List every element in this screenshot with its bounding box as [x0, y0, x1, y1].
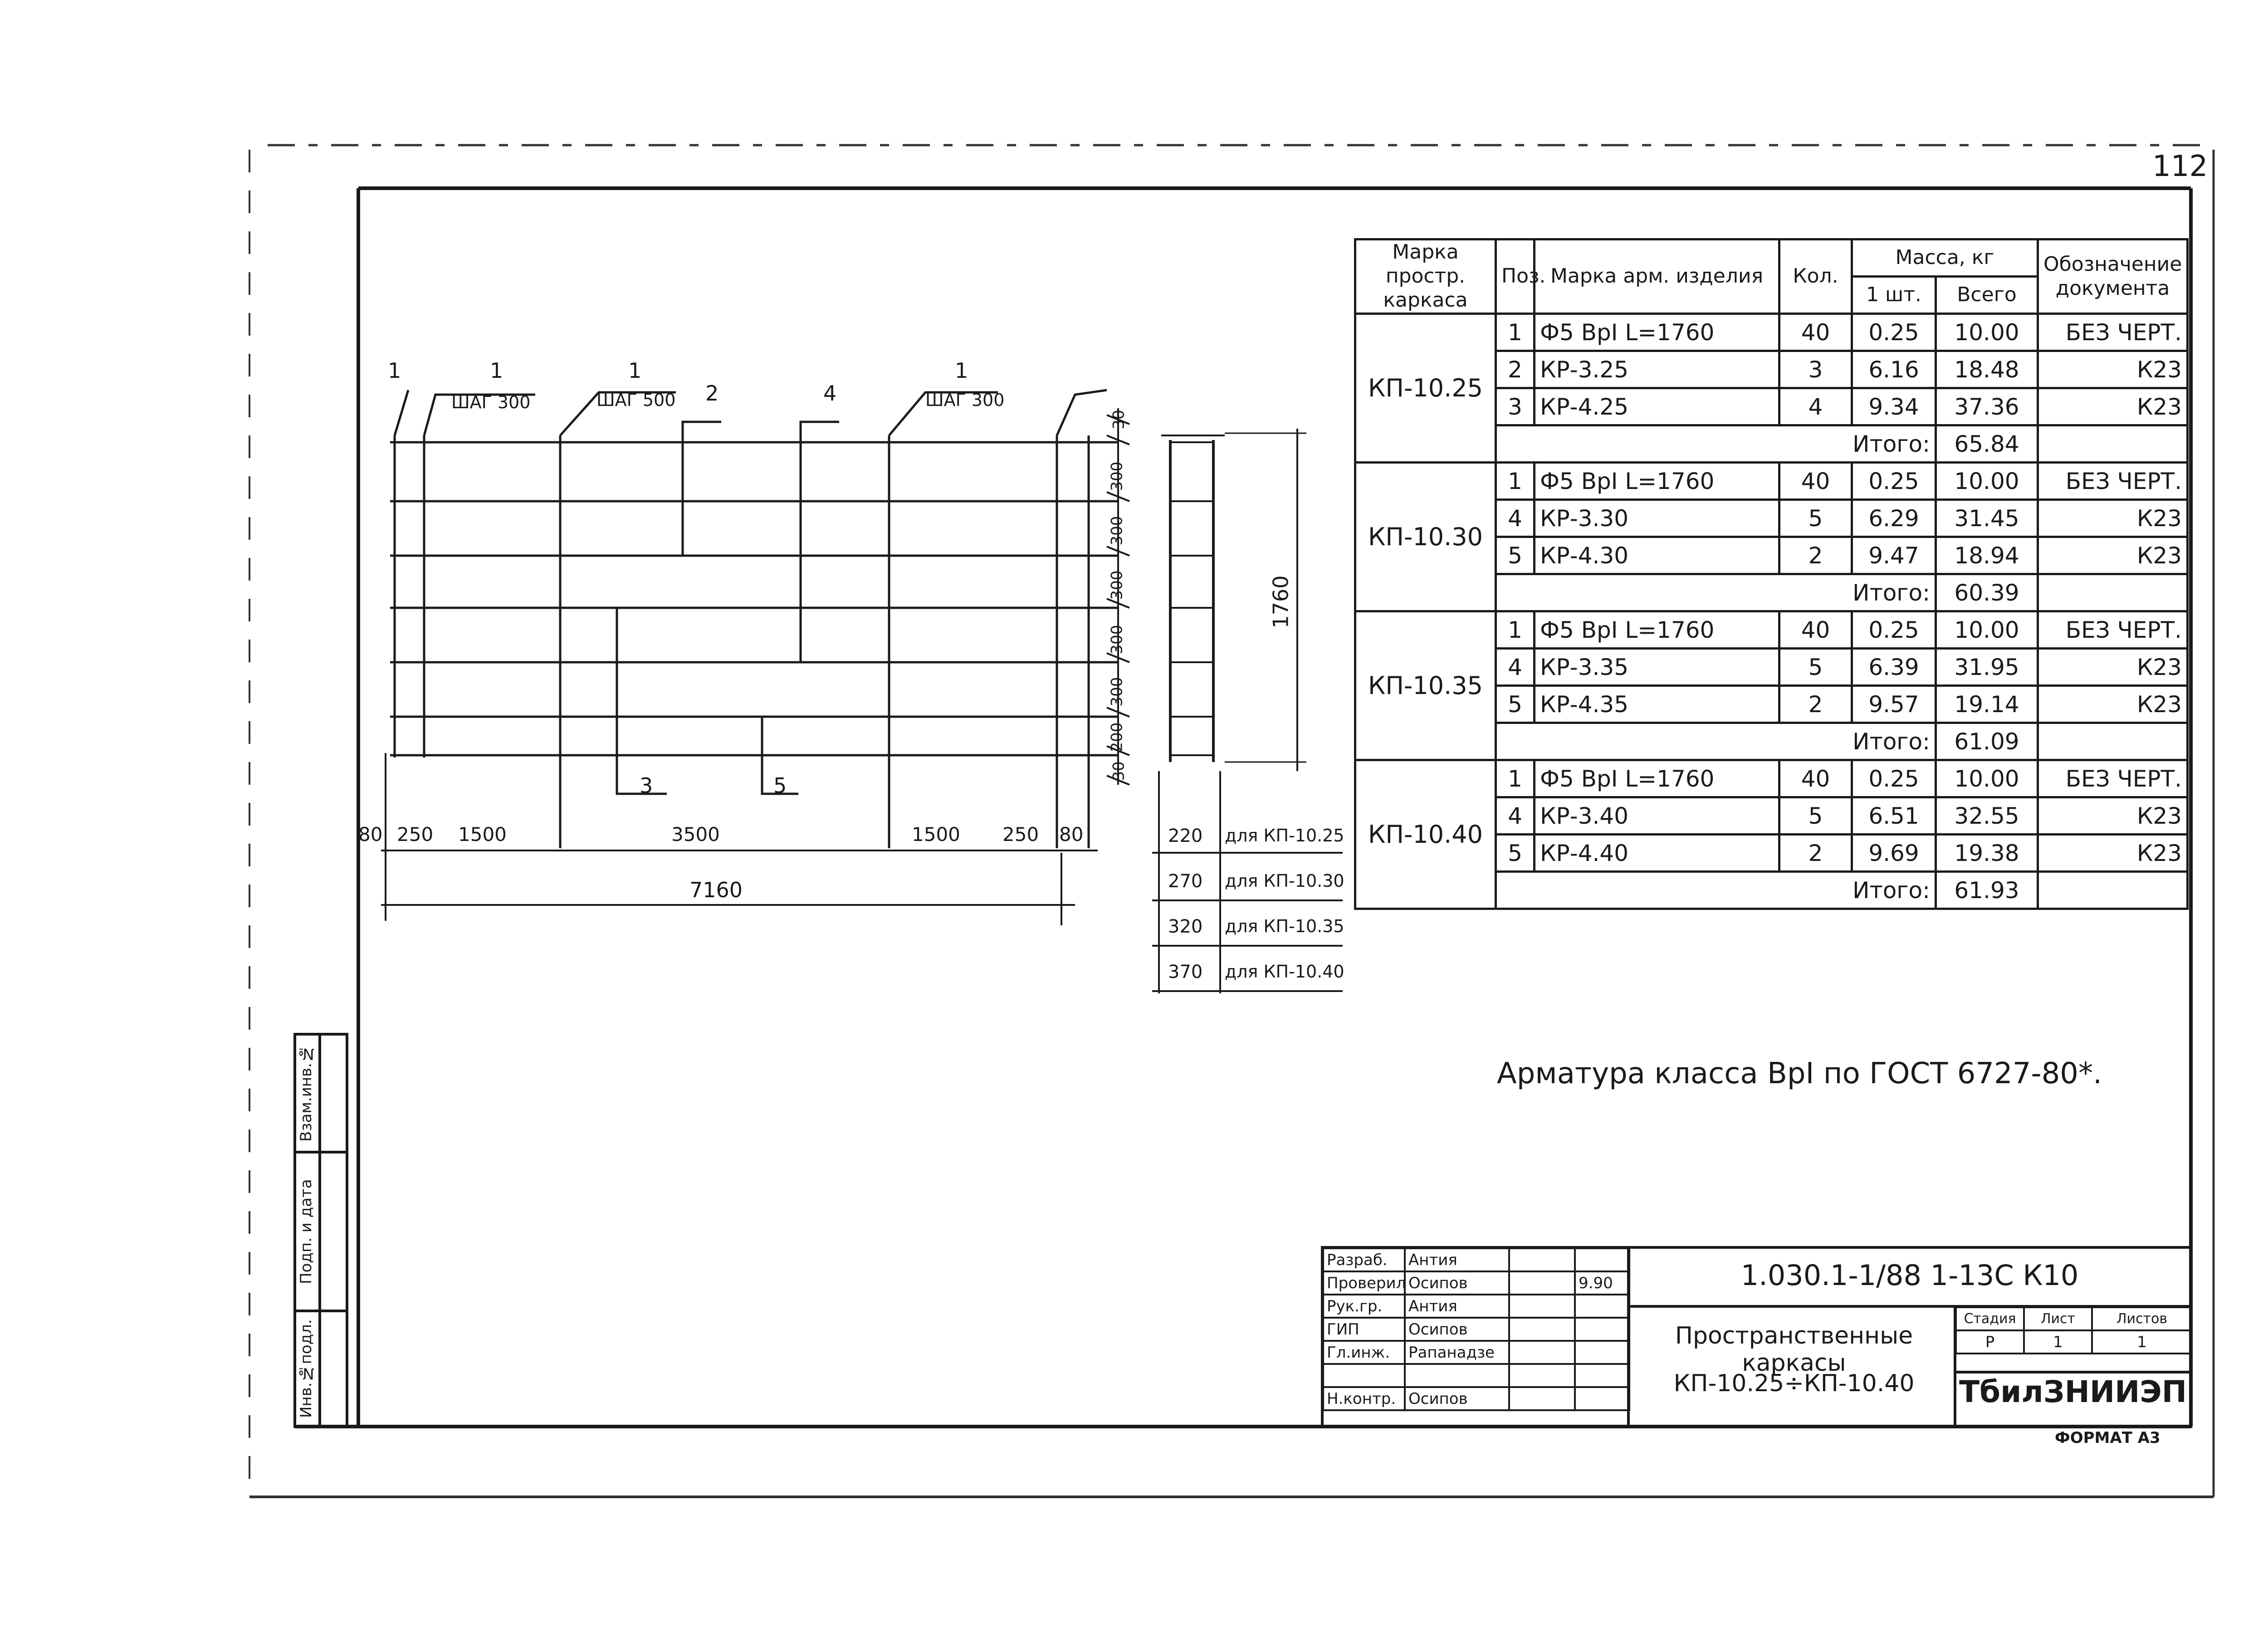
cell-doc: БЕЗ ЧЕРТ. [2038, 760, 2188, 797]
sig-date [1575, 1248, 1629, 1271]
sig-date [1575, 1318, 1629, 1341]
sig-name: Осипов [1405, 1318, 1509, 1341]
cell-doc: К23 [2038, 500, 2188, 537]
side-stamp-inv-no: Инв.№подл. [297, 1319, 315, 1418]
reinforcement-note: Арматура класса ВрI по ГОСТ 6727-80*. [1497, 1057, 2102, 1090]
dim-bottom-250-left: 250 [397, 823, 434, 845]
total-empty [2038, 872, 2188, 909]
cell-doc: К23 [2038, 351, 2188, 388]
total-empty [2038, 574, 2188, 611]
header-frame-mark: Марка простр. каркаса [1355, 239, 1496, 314]
cell-total: 31.95 [1936, 649, 2038, 686]
sig-date [1575, 1295, 1629, 1318]
sig-name: Осипов [1405, 1271, 1509, 1295]
signature-row [1323, 1271, 1629, 1295]
cell-unit: 9.47 [1852, 537, 1936, 574]
signature-row [1323, 1387, 1629, 1410]
dim-bottom-1500-left: 1500 [458, 823, 507, 845]
callout-5: 5 [773, 773, 787, 798]
step-label-1: ШАГ 300 [451, 392, 531, 412]
title-block-signatures [1322, 1247, 1630, 1411]
sheet-value: 1 [2024, 1330, 2092, 1354]
total-value: 65.84 [1936, 425, 2038, 463]
header-mark: Марка арм. изделия [1535, 239, 1779, 314]
cell-qty: 40 [1779, 314, 1852, 351]
total-empty [2038, 425, 2188, 463]
callout-1c: 1 [628, 358, 642, 383]
sig-role: Н.контр. [1323, 1387, 1405, 1410]
cell-pos: 4 [1496, 797, 1535, 835]
total-label: Итого: [1496, 872, 1936, 909]
specification-table [1354, 238, 2189, 910]
total-value: 61.09 [1936, 723, 2038, 760]
header-qty: Кол. [1779, 239, 1852, 314]
cell-qty: 40 [1779, 463, 1852, 500]
cell-total: 10.00 [1936, 314, 2038, 351]
total-label: Итого: [1496, 425, 1936, 463]
cell-unit: 0.25 [1852, 463, 1936, 500]
total-value: 60.39 [1936, 574, 2038, 611]
cell-qty: 5 [1779, 500, 1852, 537]
dim-right-200: 200 [1108, 722, 1126, 752]
cell-pos: 3 [1496, 388, 1535, 425]
step-label-3: ШАГ 300 [925, 390, 1005, 410]
cell-pos: 1 [1496, 463, 1535, 500]
cell-total: 10.00 [1936, 760, 2038, 797]
cell-pos: 5 [1496, 835, 1535, 872]
sig-sign [1509, 1387, 1575, 1410]
cell-pos: 1 [1496, 760, 1535, 797]
header-mass-total: Всего [1936, 277, 2038, 314]
cell-pos: 1 [1496, 611, 1535, 649]
header-mass: Масса, кг [1852, 239, 2038, 277]
sig-sign [1509, 1271, 1575, 1295]
dim-right-300-5: 300 [1108, 677, 1126, 707]
title-line-1: Пространственные каркасы [1675, 1322, 1913, 1377]
signature-row [1323, 1341, 1629, 1364]
dim-bottom-250-right: 250 [1002, 823, 1039, 845]
sheet-format: ФОРМАТ А3 [2055, 1429, 2160, 1447]
step-label-2: ШАГ 500 [596, 390, 676, 410]
cell-qty: 40 [1779, 611, 1852, 649]
total-label: Итого: [1496, 723, 1936, 760]
sig-sign [1509, 1248, 1575, 1271]
stage-sheet-table [1955, 1306, 2193, 1354]
cell-mark: КР-3.30 [1535, 500, 1779, 537]
sig-role: Рук.гр. [1323, 1295, 1405, 1318]
cell-unit: 9.57 [1852, 686, 1936, 723]
cell-pos: 1 [1496, 314, 1535, 351]
header-pos: Поз. [1496, 239, 1535, 314]
sig-sign [1509, 1295, 1575, 1318]
cell-doc: К23 [2038, 537, 2188, 574]
cell-qty: 2 [1779, 686, 1852, 723]
side-stamp-sign-date: Подп. и дата [297, 1179, 315, 1284]
cell-pos: 5 [1496, 686, 1535, 723]
cell-qty: 5 [1779, 797, 1852, 835]
callout-2: 2 [705, 381, 719, 406]
cell-mark: КР-4.30 [1535, 537, 1779, 574]
sig-sign [1509, 1364, 1575, 1387]
sig-date [1575, 1387, 1629, 1410]
title-line-2: КП-10.25÷КП-10.40 [1673, 1370, 1915, 1397]
callout-1d: 1 [955, 358, 968, 383]
signature-row [1323, 1248, 1629, 1271]
callout-4: 4 [823, 381, 837, 406]
cell-total: 31.45 [1936, 500, 2038, 537]
cell-mark: КР-3.25 [1535, 351, 1779, 388]
frame-mark: КП-10.30 [1355, 463, 1496, 611]
cell-mark: Ф5 ВрI L=1760 [1535, 760, 1779, 797]
sig-role: Проверил [1323, 1271, 1405, 1295]
dim-right-30-top: 30 [1110, 410, 1128, 430]
cell-unit: 9.34 [1852, 388, 1936, 425]
cell-unit: 0.25 [1852, 314, 1936, 351]
stage-value: Р [1956, 1330, 2024, 1354]
dim-right-300-1: 300 [1108, 461, 1126, 491]
table-row [1355, 760, 2188, 797]
cell-qty: 40 [1779, 760, 1852, 797]
section-dim-220-label: для КП-10.25 [1225, 826, 1344, 845]
cell-qty: 3 [1779, 351, 1852, 388]
signature-row [1323, 1364, 1629, 1387]
header-doc: Обозначение документа [2038, 239, 2188, 314]
total-label: Итого: [1496, 574, 1936, 611]
sig-name [1405, 1364, 1509, 1387]
cell-total: 19.14 [1936, 686, 2038, 723]
cell-unit: 9.69 [1852, 835, 1936, 872]
cell-total: 19.38 [1936, 835, 2038, 872]
sig-date [1575, 1341, 1629, 1364]
sheets-value: 1 [2092, 1330, 2192, 1354]
table-row [1355, 611, 2188, 649]
cell-mark: КР-3.40 [1535, 797, 1779, 835]
cell-total: 37.36 [1936, 388, 2038, 425]
cell-unit: 0.25 [1852, 760, 1936, 797]
cell-mark: КР-4.25 [1535, 388, 1779, 425]
sig-role: ГИП [1323, 1318, 1405, 1341]
section-dim-220: 220 [1168, 826, 1203, 846]
sig-sign [1509, 1341, 1575, 1364]
page-number: 112 [2152, 150, 2208, 183]
dim-right-300-2: 300 [1108, 516, 1126, 546]
cell-mark: Ф5 ВрI L=1760 [1535, 463, 1779, 500]
dim-right-30-bottom: 30 [1110, 761, 1128, 781]
dim-bottom-1500-right: 1500 [912, 823, 960, 845]
side-stamp-replace-inv: Взам.инв.№ [297, 1045, 315, 1142]
cell-mark: Ф5 ВрI L=1760 [1535, 314, 1779, 351]
sig-sign [1509, 1318, 1575, 1341]
cell-total: 10.00 [1936, 611, 2038, 649]
sig-date [1575, 1364, 1629, 1387]
dim-total-length: 7160 [689, 878, 743, 902]
dim-bottom-80-right: 80 [1059, 823, 1084, 845]
cell-pos: 5 [1496, 537, 1535, 574]
callout-3: 3 [640, 773, 653, 798]
cell-mark: КР-4.35 [1535, 686, 1779, 723]
cell-pos: 4 [1496, 500, 1535, 537]
cell-total: 10.00 [1936, 463, 2038, 500]
sig-date: 9.90 [1575, 1271, 1629, 1295]
cell-qty: 2 [1779, 537, 1852, 574]
signature-row [1323, 1295, 1629, 1318]
section-view [1152, 429, 1343, 993]
sig-role [1323, 1364, 1405, 1387]
drawing-code: 1.030.1-1/88 1-13С К10 [1740, 1259, 2079, 1292]
cell-mark: Ф5 ВрI L=1760 [1535, 611, 1779, 649]
cell-pos: 2 [1496, 351, 1535, 388]
section-dim-370-label: для КП-10.40 [1225, 962, 1344, 982]
frame-mark: КП-10.40 [1355, 760, 1496, 909]
cell-unit: 0.25 [1852, 611, 1936, 649]
sig-name: Антия [1405, 1295, 1509, 1318]
cell-total: 18.94 [1936, 537, 2038, 574]
cell-doc: БЕЗ ЧЕРТ. [2038, 611, 2188, 649]
section-dim-320: 320 [1168, 916, 1203, 937]
section-dim-320-label: для КП-10.35 [1225, 916, 1344, 936]
dim-section-height: 1760 [1268, 575, 1293, 629]
table-row [1355, 463, 2188, 500]
cell-mark: КР-3.35 [1535, 649, 1779, 686]
stage-label: Стадия [1956, 1307, 2024, 1330]
sig-name: Осипов [1405, 1387, 1509, 1410]
cell-unit: 6.51 [1852, 797, 1936, 835]
sig-name: Рапанадзе [1405, 1341, 1509, 1364]
section-dim-270-label: для КП-10.30 [1225, 871, 1344, 891]
cell-unit: 6.29 [1852, 500, 1936, 537]
dim-bottom-3500: 3500 [671, 823, 720, 845]
sheets-label: Листов [2092, 1307, 2192, 1330]
sig-name: Антия [1405, 1248, 1509, 1271]
dim-right-300-3: 300 [1108, 570, 1126, 600]
sheet-label: Лист [2024, 1307, 2092, 1330]
section-dim-270: 270 [1168, 871, 1203, 892]
cell-doc: БЕЗ ЧЕРТ. [2038, 314, 2188, 351]
section-dim-370: 370 [1168, 962, 1203, 982]
cell-pos: 4 [1496, 649, 1535, 686]
total-value: 61.93 [1936, 872, 2038, 909]
cell-doc: К23 [2038, 686, 2188, 723]
dim-bottom-80-left: 80 [358, 823, 383, 845]
cell-doc: К23 [2038, 797, 2188, 835]
total-empty [2038, 723, 2188, 760]
callout-1a: 1 [388, 358, 401, 383]
organization-name: ТбилЗНИИЭП [1959, 1374, 2187, 1409]
cell-total: 32.55 [1936, 797, 2038, 835]
frame-mark: КП-10.35 [1355, 611, 1496, 760]
table-row [1355, 314, 2188, 351]
callout-1b: 1 [490, 358, 503, 383]
cell-unit: 6.16 [1852, 351, 1936, 388]
cell-total: 18.48 [1936, 351, 2038, 388]
cell-doc: БЕЗ ЧЕРТ. [2038, 463, 2188, 500]
cell-qty: 4 [1779, 388, 1852, 425]
cell-doc: К23 [2038, 649, 2188, 686]
cell-unit: 6.39 [1852, 649, 1936, 686]
frame-mark: КП-10.25 [1355, 314, 1496, 463]
dim-right-300-4: 300 [1108, 625, 1126, 655]
cell-qty: 5 [1779, 649, 1852, 686]
header-mass-unit: 1 шт. [1852, 277, 1936, 314]
sig-role: Разраб. [1323, 1248, 1405, 1271]
signature-row [1323, 1318, 1629, 1341]
sig-role: Гл.инж. [1323, 1341, 1405, 1364]
cell-qty: 2 [1779, 835, 1852, 872]
cell-doc: К23 [2038, 835, 2188, 872]
cell-mark: КР-4.40 [1535, 835, 1779, 872]
cell-doc: К23 [2038, 388, 2188, 425]
